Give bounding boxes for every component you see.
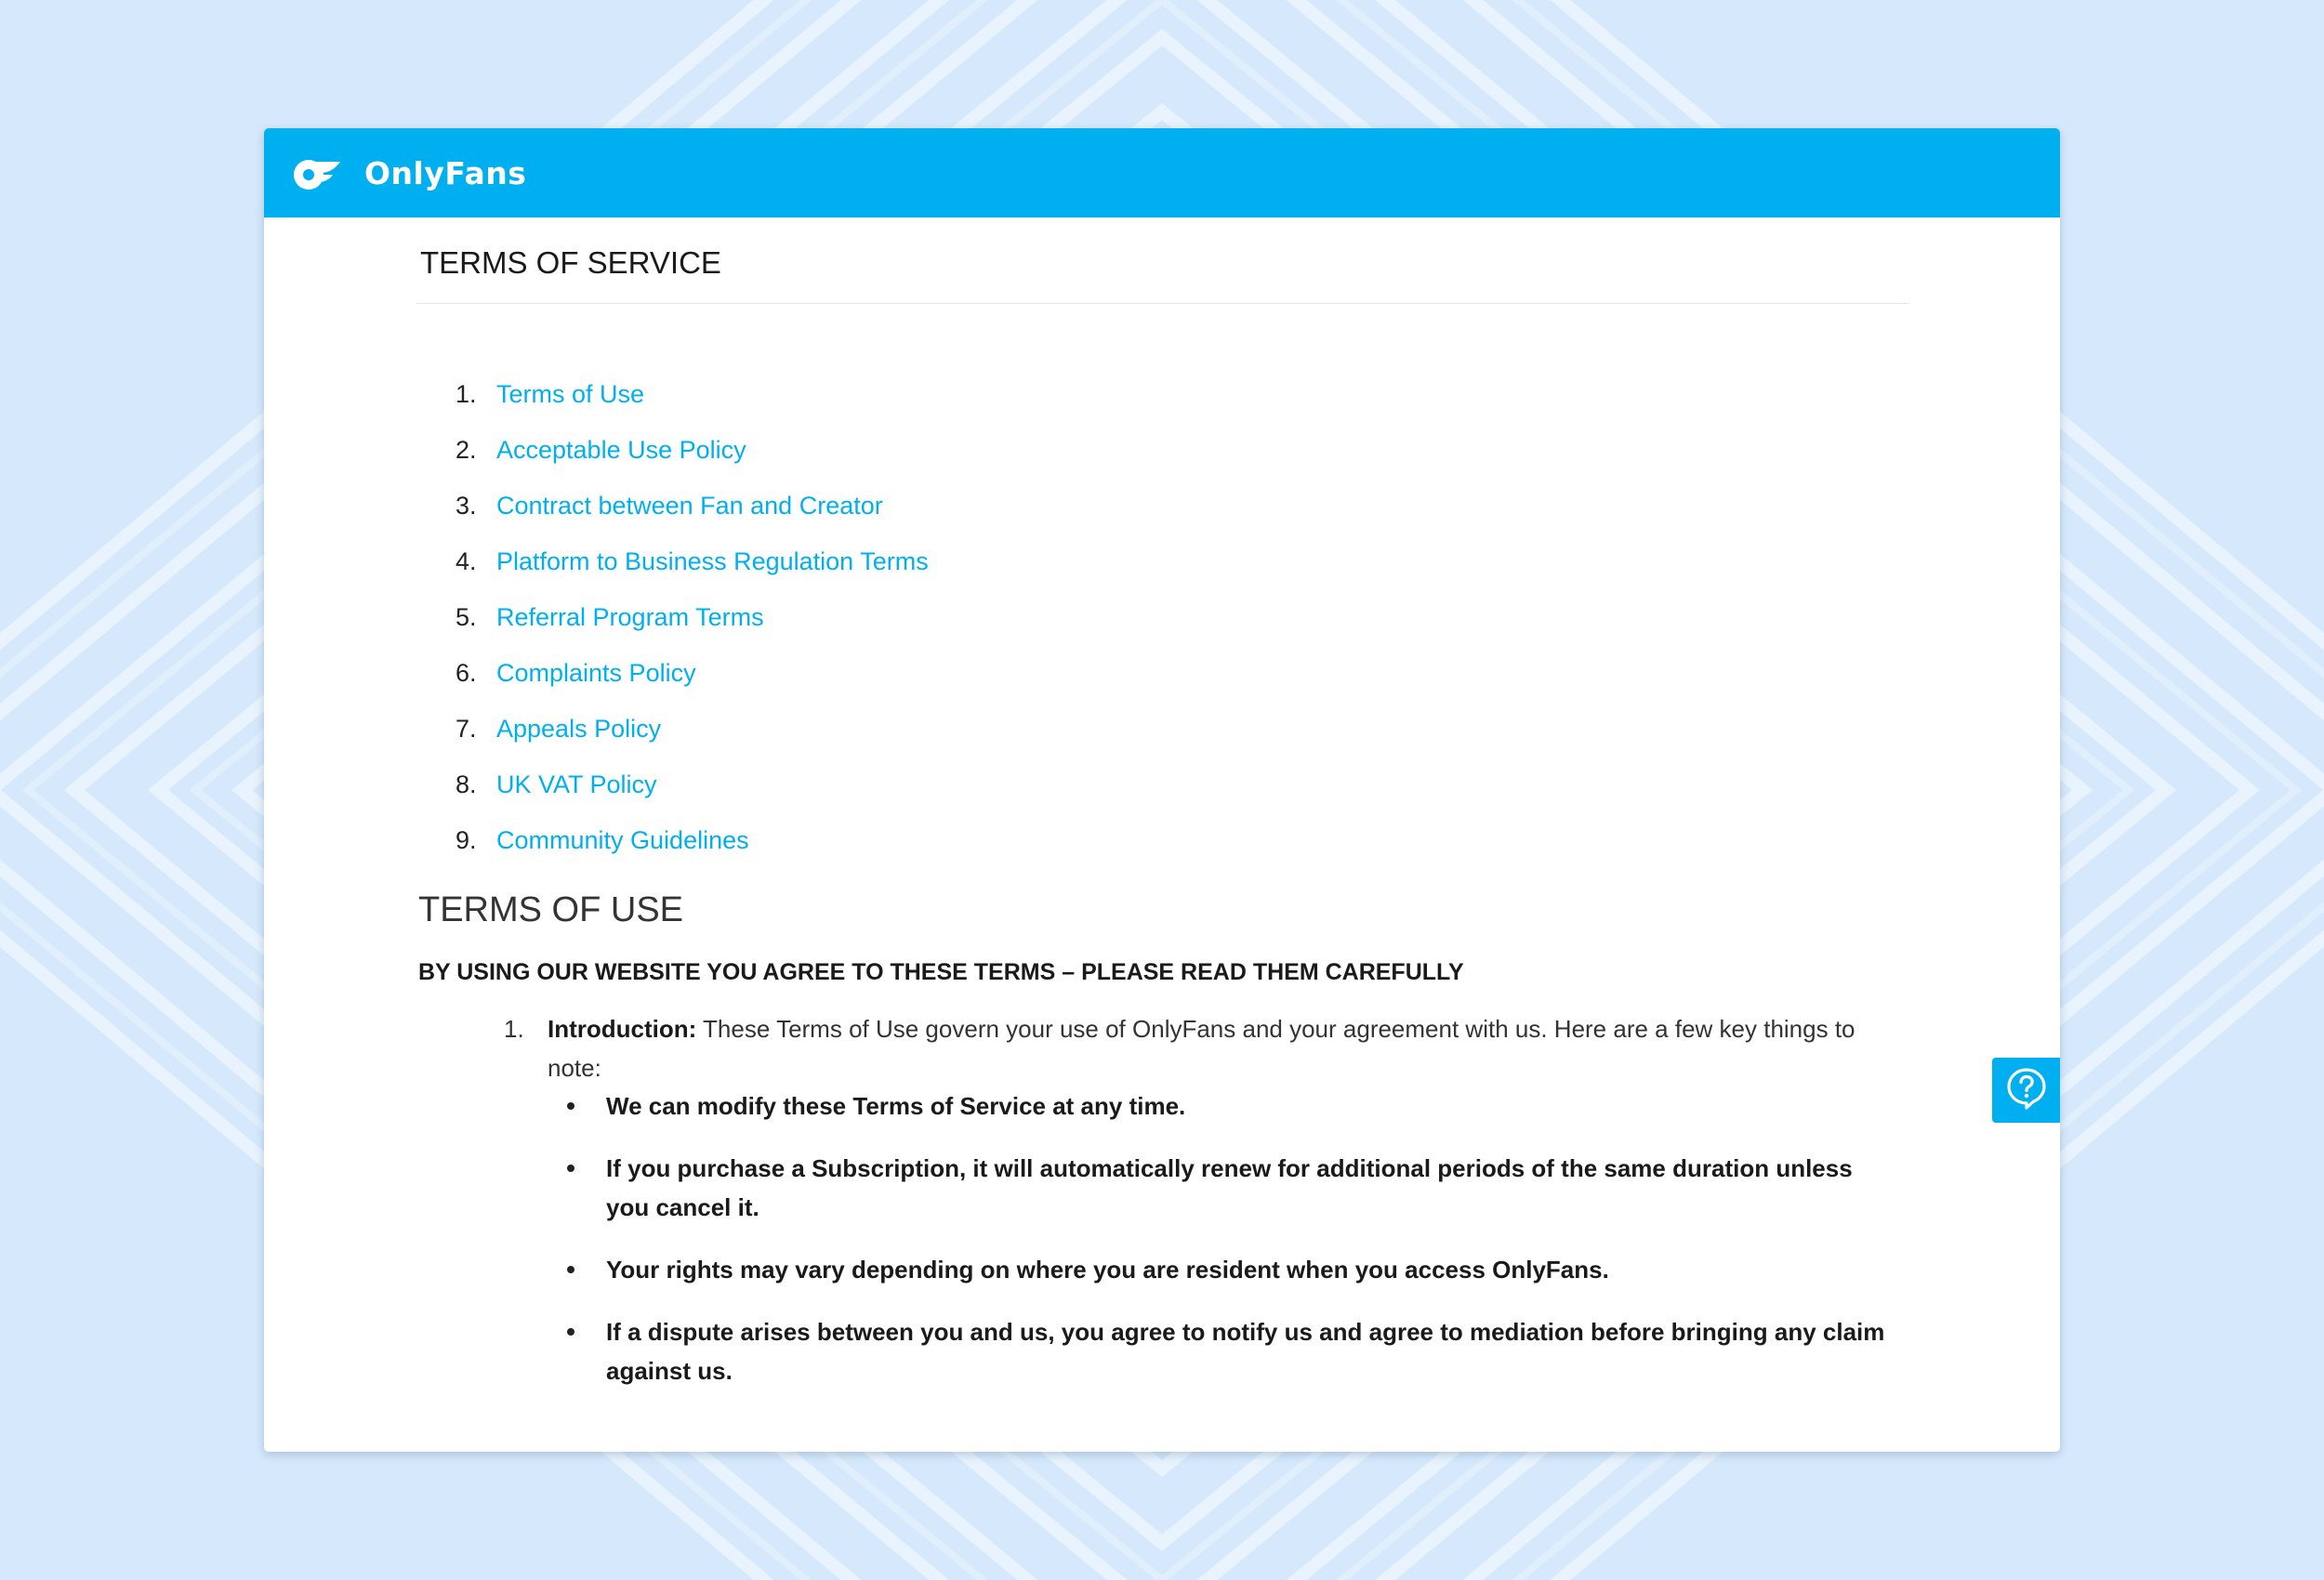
toc-number: 3. — [456, 492, 477, 520]
bullet-icon — [567, 1165, 574, 1172]
bullet-text: If a dispute arises between you and us, you agree to notify us and agree to mediation before bringing any claim against us. — [606, 1318, 1885, 1385]
intro-text: These Terms of Use govern your use of OnlyFans and your agreement with us. Here are a few key things to note: — [548, 1015, 1855, 1082]
intro-item — [504, 1009, 1908, 1087]
bullet-text: We can modify these Terms of Service at any time. — [606, 1092, 1186, 1120]
page-title: TERMS OF SERVICE — [416, 217, 1909, 304]
toc-item — [456, 492, 929, 547]
list-item — [567, 1149, 1887, 1227]
toc-number: 8. — [456, 770, 477, 798]
toc-link-contract[interactable]: Contract between Fan and Creator — [496, 492, 883, 520]
toc-item — [456, 770, 929, 826]
toc-number: 6. — [456, 659, 477, 687]
bullet-icon — [567, 1102, 574, 1110]
toc-link-community[interactable]: Community Guidelines — [496, 826, 749, 854]
tos-window — [264, 128, 2060, 1452]
toc-item — [456, 603, 929, 659]
toc-link-acceptable-use[interactable]: Acceptable Use Policy — [496, 436, 746, 464]
question-bubble-icon — [2006, 1067, 2047, 1114]
toc-number: 4. — [456, 547, 477, 575]
intro-label: Introduction: — [548, 1015, 697, 1043]
toc-number: 9. — [456, 826, 477, 854]
toc-item — [456, 547, 929, 603]
bullet-text: Your rights may vary depending on where you are resident when you access OnlyFans. — [606, 1256, 1609, 1284]
toc-link-appeals[interactable]: Appeals Policy — [496, 715, 662, 743]
toc-number: 7. — [456, 715, 477, 743]
main-content — [416, 217, 1909, 1385]
intro-number: 1. — [504, 1015, 524, 1043]
bullet-icon — [567, 1328, 574, 1336]
toc-number: 1. — [456, 380, 477, 408]
onlyfans-logo-icon[interactable] — [292, 154, 340, 191]
toc-item — [456, 715, 929, 770]
toc-number: 5. — [456, 603, 477, 631]
intro-body — [548, 1009, 1908, 1087]
section-lead: BY USING OUR WEBSITE YOU AGREE TO THESE TERMS – PLEASE READ THEM CAREFULLY — [418, 959, 1464, 985]
toc-link-referral[interactable]: Referral Program Terms — [496, 603, 764, 631]
list-item — [567, 1086, 1887, 1126]
table-of-contents — [456, 380, 929, 882]
toc-item — [456, 659, 929, 715]
bullet-icon — [567, 1266, 574, 1273]
list-item — [567, 1312, 1887, 1390]
bullet-text: If you purchase a Subscription, it will automatically renew for additional periods of the same duration unless you cancel it. — [606, 1154, 1853, 1221]
toc-link-platform-regulation[interactable]: Platform to Business Regulation Terms — [496, 547, 929, 575]
list-item — [567, 1250, 1887, 1289]
toc-link-uk-vat[interactable]: UK VAT Policy — [496, 770, 657, 798]
section-title: TERMS OF USE — [418, 890, 684, 929]
toc-link-terms-of-use[interactable]: Terms of Use — [496, 380, 645, 408]
toc-item — [456, 380, 929, 436]
header-bar — [264, 128, 2060, 217]
toc-link-complaints[interactable]: Complaints Policy — [496, 659, 696, 687]
help-button[interactable] — [1992, 1058, 2060, 1123]
brand-name[interactable]: OnlyFans — [364, 154, 527, 191]
toc-number: 2. — [456, 436, 477, 464]
toc-item — [456, 436, 929, 492]
key-points-list — [567, 1086, 1887, 1414]
toc-item — [456, 826, 929, 882]
